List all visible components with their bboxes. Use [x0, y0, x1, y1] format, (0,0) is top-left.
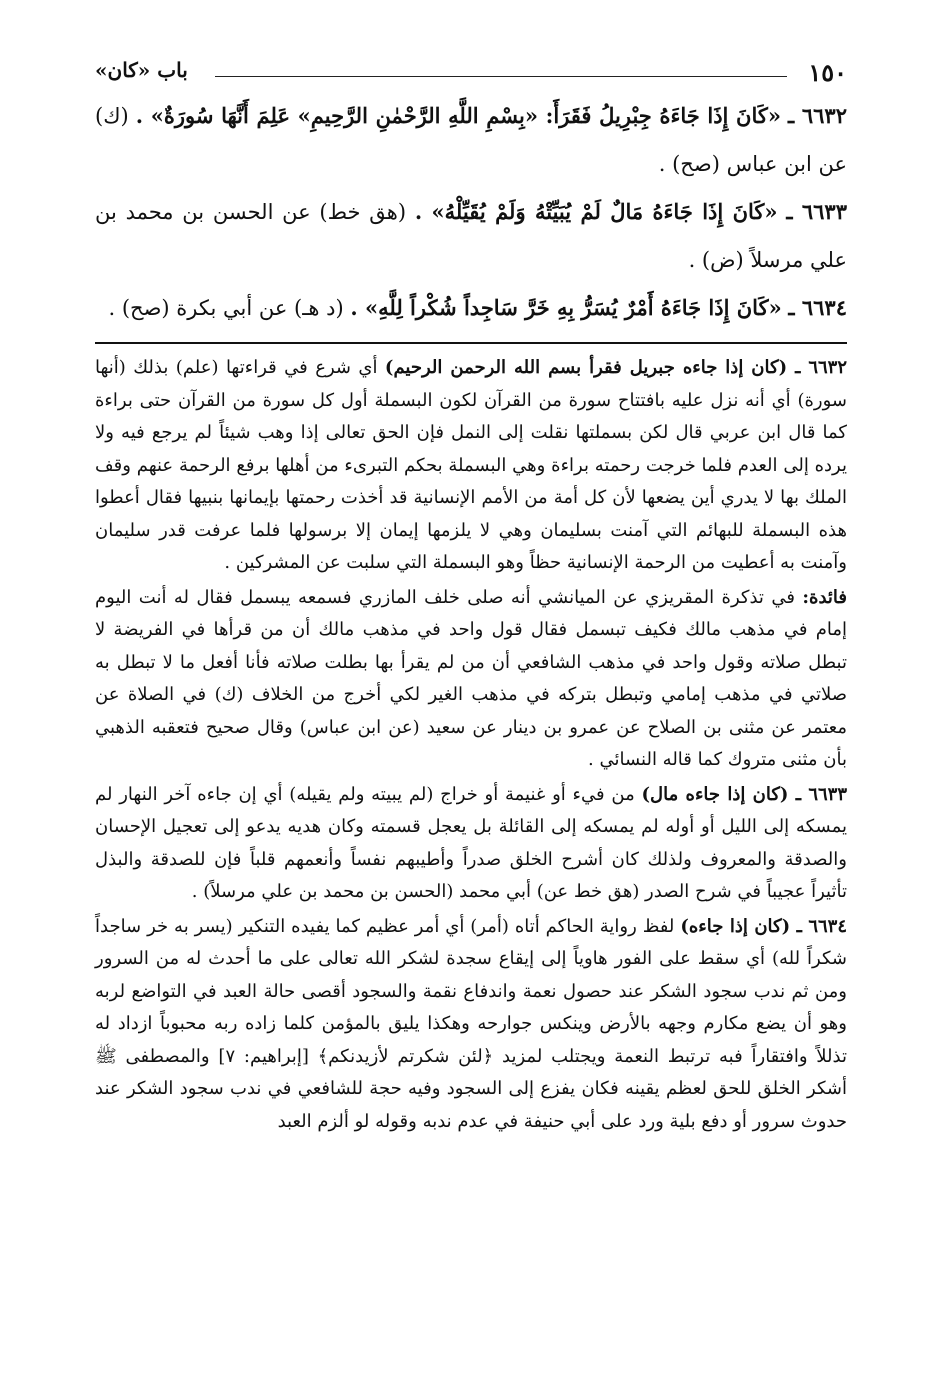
hadith-6633	[95, 188, 847, 284]
hadith-number: ٦٦٣٣ ـ	[786, 199, 847, 224]
section-divider	[95, 342, 847, 344]
commentary-6634	[95, 911, 847, 1139]
commentary-body: أي شرع في قراءتها (علم) بذلك (أنها سورة) أي أنه نزل عليه بافتتاح سورة من القرآن لكون البسملة أول كل سورة من القرآن حتى براءة كما قال ابن عربي قال لكن بسملتها نقلت إلى النمل فإن الحق تعالى إذا وهب شيئاً لم يرجع فيه ولا يرده إلى العدم فلما خرجت رحمته براءة وهي البسملة بحكم التبرىء من أهلها برفع الرحمة عنهم وقف الملك بها لا يدري أين يضعها لأن كل أمة من الأمم الإنسانية قد أخذت رحمتها بإيمانها بنبيها فقال أعطوا هذه البسملة للبهائم التي آمنت بسليمان وهي لا يلزمها إيمان إلا برسولها فلما عرفت قدر سليمان وآمنت به أعطيت من الرحمة الإنسانية حظاً وهو البسملة التي سلبت عن المشركين .	[95, 357, 847, 573]
hadith-source: (ك) عن ابن عباس (صح) .	[95, 104, 847, 176]
commentary-body: في تذكرة المقريزي عن الميانشي أنه صلى خلف المازري فسمعه يبسمل فقال له أنت اليوم إمام في مذهب مالك فكيف تبسمل فقال قول واحد في مذهب مالك أن من قرأها في الفريضة لا تبطل صلاته وقول واحد في مذهب الشافعي أن من لم يقرأ بها بطلت صلاته فأنا أفعل ما لا تبطل به صلاتي في مذهب إمامي وتبطل بتركه في مذهب الغير لكي أخرج من الخلاف (ك) في الصلاة عن معتمر عن مثنى بن الصلاح عن عمرو بن دينار عن سعيد (عن ابن عباس) وقال صحيح فتعقبه الذهبي بأن مثنى متروك كما قاله النسائي .	[95, 586, 847, 770]
header-rule	[215, 76, 787, 77]
hadith-text: «كَانَ إِذَا جَاءَهُ جِبْرِيلُ فَقَرَأَ: «بِسْمِ اللَّهِ الرَّحْمٰنِ الرَّحِيمِ» عَلِمَ أَنَّهَا سُورَةٌ» .	[135, 103, 781, 128]
commentary-lead: فائدة:	[802, 586, 847, 608]
commentary-body: من فيء أو غنيمة أو خراج (لم يبيته ولم يقيله) أي إن جاءه آخر النهار لم يمسكه إلى الليل أو أوله لم يمسكه إلى القائلة بل يعجل قسمته وكان هديه يدعو إلى تعجيل الإحسان والصدقة والمعروف ولذلك كان أشرح الخلق صدراً وأطيبهم نفساً وأنعمهم قلباً فإن للصدقة والبذل تأثيراً عجيباً في شرح الصدر (هق خط عن) أبي محمد (الحسن بن محمد بن علي مرسلاً) .	[95, 783, 847, 902]
hadith-6634	[95, 284, 847, 332]
commentary-lead: ٦٦٣٢ ـ (كان إذا جاءه جبريل فقرأ بسم الله الرحمن الرحيم)	[384, 357, 847, 378]
page-number: ١٥٠	[808, 58, 847, 87]
commentary-lead: ٦٦٣٣ ـ (كان إذا جاءه مال)	[641, 783, 848, 805]
commentary-note	[95, 582, 847, 777]
commentary-6632	[95, 352, 847, 580]
hadith-text: «كَانَ إِذَا جَاءَهُ مَالٌ لَمْ يُبَيِّتْهُ وَلَمْ يُقَيِّلْهُ» .	[414, 199, 778, 224]
commentary-lead: ٦٦٣٤ ـ (كان إذا جاءه)	[680, 915, 847, 937]
commentary-6633	[95, 779, 847, 909]
book-page	[95, 52, 847, 1352]
hadith-number: ٦٦٣٢ ـ	[788, 103, 847, 128]
hadith-source: (د هـ) عن أبي بكرة (صح) .	[108, 296, 344, 320]
hadith-6632	[95, 92, 847, 188]
hadith-source: (هق خط) عن الحسن بن محمد بن علي مرسلاً (ض) .	[95, 200, 847, 272]
page-header	[95, 52, 847, 92]
commentary-body: لفظ رواية الحاكم أتاه (أمر) أي أمر عظيم كما يفيده التنكير (يسر به خر ساجداً شكراً لله) أي سقط على الفور هاوياً إلى إيقاع سجدة لشكر الله تعالى على ما أحدث له من السرور ومن ثم ندب سجود الشكر عند حصول نعمة واندفاع نقمة والسجود أقصى حالة العبد في التواضع لربه وهو أن يضع مكارم وجهه بالأرض وينكس جوارحه وهكذا يليق بالمؤمن كلما زاده ربه محبوباً ازداد له تذللاً وافتقاراً فبه ترتبط النعمة ويجتلب لمزيد ﴿لئن شكرتم لأزيدنكم﴾ [إبراهيم: ٧] والمصطفى ﷺ أشكر الخلق للحق لعظم يقينه فكان يفزع إلى السجود وفيه حجة للشافعي في ندب سجود الشكر عند حدوث سرور أو دفع بلية ورد على أبي حنيفة في عدم ندبه وقوله لو ألزم العبد	[95, 915, 847, 1132]
chapter-title: باب «كان»	[95, 58, 188, 82]
hadith-text: «كَانَ إِذَا جَاءَهُ أَمْرٌ يُسَرُّ بِهِ خَرَّ سَاجِداً شُكْراً لِلَّهِ» .	[350, 295, 782, 320]
hadith-number: ٦٦٣٤ ـ	[788, 295, 847, 320]
